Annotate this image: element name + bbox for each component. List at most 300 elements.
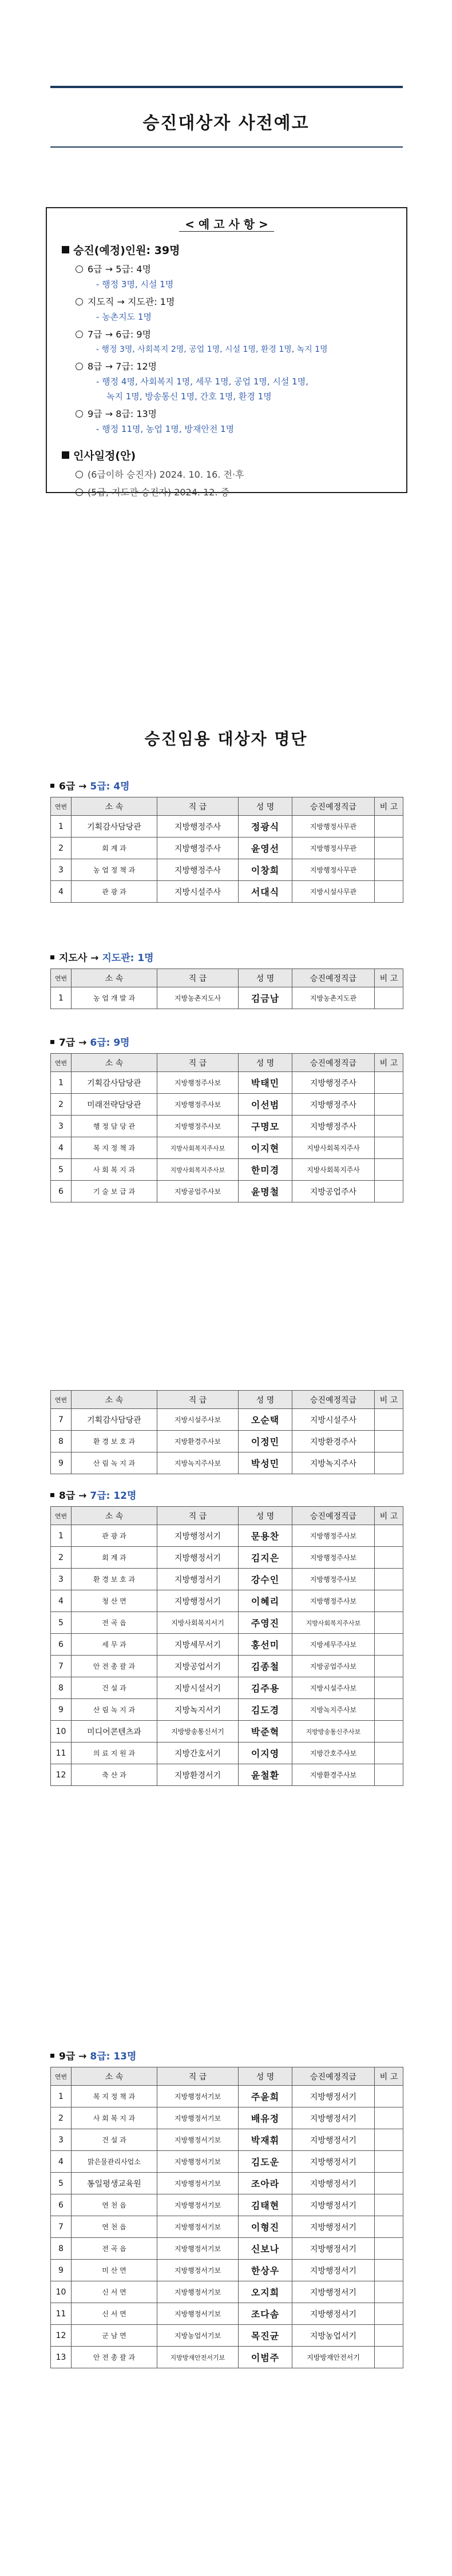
row-name: 구명모 <box>239 1116 292 1137</box>
row-department: 관 광 과 <box>72 1525 157 1547</box>
row-name: 윤명철 <box>239 1181 292 1202</box>
row-department: 환 경 보 호 과 <box>72 1431 157 1452</box>
row-department: 신 서 면 <box>72 2303 157 2325</box>
row-remark <box>375 881 403 903</box>
circle-bullet-icon <box>76 489 83 496</box>
row-remark <box>375 1525 403 1547</box>
row-rank: 지방방재안전서기보 <box>157 2347 239 2368</box>
row-department: 복 지 정 책 과 <box>72 1137 157 1159</box>
row-promotion-rank: 지방방송통신주사보 <box>292 1721 375 1743</box>
column-header-no: 연번 <box>51 797 72 816</box>
row-name: 이선범 <box>239 1094 292 1116</box>
row-name: 조아라 <box>239 2173 292 2194</box>
column-header-memo: 비 고 <box>375 1054 403 1072</box>
row-number: 3 <box>51 1569 72 1590</box>
row-department: 전 곡 읍 <box>72 1612 157 1634</box>
row-rank: 지방사회복지서기 <box>157 1612 239 1634</box>
table-header-row <box>51 1054 403 1072</box>
row-department: 세 무 과 <box>72 1634 157 1656</box>
category-8-to-7: 8급 → 7급: 12명 <box>50 1487 136 1502</box>
column-header-prom: 승진예정직급 <box>292 1054 375 1072</box>
row-rank: 지방행정서기 <box>157 1525 239 1547</box>
row-name: 배유정 <box>239 2107 292 2129</box>
row-remark <box>375 1764 403 1786</box>
row-department: 건 설 과 <box>72 1677 157 1699</box>
row-remark <box>375 1612 403 1634</box>
category-jidosa-to-jidogwan: 지도사 → 지도관: 1명 <box>50 950 154 964</box>
row-number: 7 <box>51 1409 72 1431</box>
row-number: 5 <box>51 1612 72 1634</box>
row-rank: 지방시설서기 <box>157 1677 239 1699</box>
roster-table-9-to-8 <box>50 2067 403 2368</box>
row-rank: 지방행정서기보 <box>157 2173 239 2194</box>
row-department: 미래전략담당관 <box>72 1094 157 1116</box>
row-department: 청 산 면 <box>72 1590 157 1612</box>
column-header-memo: 비 고 <box>375 1391 403 1409</box>
row-remark <box>375 2238 403 2260</box>
row-name: 김지은 <box>239 1547 292 1569</box>
row-promotion-rank: 지방농업서기 <box>292 2325 375 2347</box>
row-number: 1 <box>51 1525 72 1547</box>
row-name: 이창희 <box>239 859 292 881</box>
row-rank: 지방행정서기보 <box>157 2281 239 2303</box>
row-remark <box>375 2281 403 2303</box>
row-department: 기획감사담당관 <box>72 1072 157 1094</box>
row-number: 1 <box>51 1072 72 1094</box>
table-header-row <box>51 1391 403 1409</box>
row-remark <box>375 1569 403 1590</box>
table-row <box>51 1677 403 1699</box>
roster-title: 승진임용 대상자 명단 <box>144 729 308 748</box>
row-name: 문용찬 <box>239 1525 292 1547</box>
row-remark <box>375 1137 403 1159</box>
row-rank: 지방행정서기보 <box>157 2194 239 2216</box>
table-row <box>51 1721 403 1743</box>
row-promotion-rank: 지방세무주사보 <box>292 1634 375 1656</box>
row-promotion-rank: 지방행정서기 <box>292 2281 375 2303</box>
row-promotion-rank: 지방행정서기 <box>292 2216 375 2238</box>
table-header-row <box>51 969 403 987</box>
row-number: 12 <box>51 2325 72 2347</box>
row-name: 박태민 <box>239 1072 292 1094</box>
row-department: 안 전 총 괄 과 <box>72 2347 157 2368</box>
category-9-to-8: 9급 → 8급: 13명 <box>50 2048 136 2062</box>
row-number: 1 <box>51 2086 72 2107</box>
row-rank: 지방행정서기보 <box>157 2260 239 2281</box>
row-rank: 지방행정서기보 <box>157 2303 239 2325</box>
row-department: 미디어콘텐츠과 <box>72 1721 157 1743</box>
row-department: 사 회 복 지 과 <box>72 2107 157 2129</box>
table-row <box>51 1656 403 1677</box>
roster-table-7-to-6-continued <box>50 1390 403 1474</box>
row-department: 회 계 과 <box>72 838 157 859</box>
row-promotion-rank: 지방행정사무관 <box>292 859 375 881</box>
row-promotion-rank: 지방사회복지주사 <box>292 1159 375 1181</box>
square-bullet-icon <box>50 955 54 959</box>
row-department: 복 지 정 책 과 <box>72 2086 157 2107</box>
table-row <box>51 2325 403 2347</box>
column-header-rank: 직 급 <box>157 1054 239 1072</box>
row-rank: 지방행정주사 <box>157 816 239 838</box>
table-header-row <box>51 797 403 816</box>
row-rank: 지방행정서기 <box>157 1569 239 1590</box>
notice-group-4: 8급 → 7급: 12명 - 행정 4명, 사회복지 1명, 세무 1명, 공업 1명, 시설 1명, 녹지 1명, 방송통신 1명, 간호 1명, 환경 1명 <box>47 359 406 402</box>
column-header-memo: 비 고 <box>375 2067 403 2086</box>
table-row <box>51 1547 403 1569</box>
row-department: 농 업 정 책 과 <box>72 859 157 881</box>
column-header-dept: 소 속 <box>72 1054 157 1072</box>
row-rank: 지방행정서기보 <box>157 2216 239 2238</box>
row-rank: 지방행정서기보 <box>157 2107 239 2129</box>
row-name: 목진균 <box>239 2325 292 2347</box>
notice-group-3: 7급 → 6급: 9명 - 행정 3명, 사회복지 2명, 공업 1명, 시설 1명, 환경 1명, 녹지 1명 <box>47 327 406 355</box>
row-remark <box>375 1547 403 1569</box>
row-department: 안 전 총 괄 과 <box>72 1656 157 1677</box>
row-promotion-rank: 지방시설주사보 <box>292 1677 375 1699</box>
row-number: 3 <box>51 1116 72 1137</box>
row-name: 정광식 <box>239 816 292 838</box>
row-promotion-rank: 지방행정사무관 <box>292 838 375 859</box>
table-row <box>51 1612 403 1634</box>
row-number: 5 <box>51 2173 72 2194</box>
row-promotion-rank: 지방행정주사 <box>292 1072 375 1094</box>
category-6-to-5: 6급 → 5급: 4명 <box>50 778 130 792</box>
row-remark <box>375 1699 403 1721</box>
roster-table-8-to-7 <box>50 1506 403 1786</box>
row-number: 10 <box>51 1721 72 1743</box>
notice-heading: < 예 고 사 항 > <box>47 215 406 232</box>
schedule-item-1: (6급이하 승진자) 2024. 10. 16. 전·후 <box>76 467 406 481</box>
row-name: 신보나 <box>239 2238 292 2260</box>
row-number: 12 <box>51 1764 72 1786</box>
row-remark <box>375 1409 403 1431</box>
column-header-dept: 소 속 <box>72 969 157 987</box>
table-row <box>51 1743 403 1764</box>
row-number: 6 <box>51 1634 72 1656</box>
row-number: 6 <box>51 1181 72 1202</box>
row-name: 김종철 <box>239 1656 292 1677</box>
row-name: 김도운 <box>239 2151 292 2173</box>
row-number: 2 <box>51 1547 72 1569</box>
row-rank: 지방행정서기보 <box>157 2238 239 2260</box>
table-row <box>51 881 403 903</box>
row-name: 이혜리 <box>239 1590 292 1612</box>
row-remark <box>375 816 403 838</box>
row-number: 2 <box>51 838 72 859</box>
circle-bullet-icon <box>76 298 83 305</box>
column-header-rank: 직 급 <box>157 797 239 816</box>
title-top-rule <box>50 86 403 88</box>
row-promotion-rank: 지방환경주사 <box>292 1431 375 1452</box>
roster-table-6-to-5 <box>50 797 403 903</box>
row-remark <box>375 1452 403 1474</box>
row-department: 연 천 읍 <box>72 2194 157 2216</box>
row-name: 이형진 <box>239 2216 292 2238</box>
row-remark <box>375 1094 403 1116</box>
row-department: 산 림 녹 지 과 <box>72 1699 157 1721</box>
row-promotion-rank: 지방행정주사 <box>292 1094 375 1116</box>
row-promotion-rank: 지방농촌지도관 <box>292 987 375 1009</box>
row-number: 8 <box>51 1431 72 1452</box>
row-promotion-rank: 지방행정서기 <box>292 2129 375 2151</box>
row-remark <box>375 1656 403 1677</box>
row-rank: 지방행정서기보 <box>157 2129 239 2151</box>
row-department: 회 계 과 <box>72 1547 157 1569</box>
row-remark <box>375 1431 403 1452</box>
row-department: 기획감사담당관 <box>72 816 157 838</box>
column-header-memo: 비 고 <box>375 797 403 816</box>
column-header-no: 연번 <box>51 2067 72 2086</box>
row-remark <box>375 2303 403 2325</box>
row-promotion-rank: 지방행정서기 <box>292 2238 375 2260</box>
row-promotion-rank: 지방행정서기 <box>292 2086 375 2107</box>
row-remark <box>375 2194 403 2216</box>
row-promotion-rank: 지방방재안전서기 <box>292 2347 375 2368</box>
column-header-name: 성 명 <box>239 969 292 987</box>
table-row <box>51 1634 403 1656</box>
row-remark <box>375 2173 403 2194</box>
row-number: 7 <box>51 1656 72 1677</box>
column-header-rank: 직 급 <box>157 969 239 987</box>
row-name: 이정민 <box>239 1431 292 1452</box>
row-department: 기 술 보 급 과 <box>72 1181 157 1202</box>
row-promotion-rank: 지방행정주사보 <box>292 1547 375 1569</box>
row-name: 조다솜 <box>239 2303 292 2325</box>
row-remark <box>375 1590 403 1612</box>
row-remark <box>375 1743 403 1764</box>
row-remark <box>375 1634 403 1656</box>
row-promotion-rank: 지방행정서기 <box>292 2173 375 2194</box>
row-remark <box>375 2107 403 2129</box>
table-row <box>51 1590 403 1612</box>
row-rank: 지방행정서기 <box>157 1590 239 1612</box>
row-remark <box>375 1181 403 1202</box>
row-number: 1 <box>51 816 72 838</box>
row-number: 13 <box>51 2347 72 2368</box>
row-department: 의 료 지 원 과 <box>72 1743 157 1764</box>
table-row <box>51 1137 403 1159</box>
row-remark <box>375 2086 403 2107</box>
row-rank: 지방행정서기보 <box>157 2086 239 2107</box>
row-name: 주영진 <box>239 1612 292 1634</box>
roster-table-jidosa <box>50 969 403 1009</box>
row-remark <box>375 1721 403 1743</box>
row-promotion-rank: 지방공업주사보 <box>292 1656 375 1677</box>
row-name: 강수인 <box>239 1569 292 1590</box>
row-number: 3 <box>51 2129 72 2151</box>
row-rank: 지방녹지서기 <box>157 1699 239 1721</box>
table-row <box>51 816 403 838</box>
row-rank: 지방환경주사보 <box>157 1431 239 1452</box>
column-header-dept: 소 속 <box>72 2067 157 2086</box>
row-promotion-rank: 지방행정사무관 <box>292 816 375 838</box>
row-department: 환 경 보 호 과 <box>72 1569 157 1590</box>
square-bullet-icon <box>50 2054 54 2058</box>
column-header-memo: 비 고 <box>375 969 403 987</box>
row-promotion-rank: 지방행정서기 <box>292 2107 375 2129</box>
column-header-rank: 직 급 <box>157 2067 239 2086</box>
row-department: 군 남 면 <box>72 2325 157 2347</box>
row-promotion-rank: 지방행정서기 <box>292 2303 375 2325</box>
column-header-rank: 직 급 <box>157 1391 239 1409</box>
column-header-name: 성 명 <box>239 2067 292 2086</box>
row-number: 4 <box>51 881 72 903</box>
row-promotion-rank: 지방행정서기 <box>292 2151 375 2173</box>
row-number: 3 <box>51 859 72 881</box>
row-department: 기획감사담당관 <box>72 1409 157 1431</box>
table-row <box>51 1181 403 1202</box>
row-name: 김태현 <box>239 2194 292 2216</box>
row-name: 윤철환 <box>239 1764 292 1786</box>
table-row <box>51 2194 403 2216</box>
row-rank: 지방행정주사보 <box>157 1116 239 1137</box>
table-row <box>51 859 403 881</box>
column-header-name: 성 명 <box>239 1507 292 1525</box>
row-rank: 지방농업서기보 <box>157 2325 239 2347</box>
schedule-item-2: (5급, 지도관 승진자) 2024. 12. 중 <box>76 485 406 498</box>
table-row <box>51 1072 403 1094</box>
table-header-row <box>51 1507 403 1525</box>
column-header-prom: 승진예정직급 <box>292 969 375 987</box>
table-row <box>51 1452 403 1474</box>
row-remark <box>375 987 403 1009</box>
table-row <box>51 1569 403 1590</box>
roster-table-7-to-6 <box>50 1053 403 1202</box>
table-row <box>51 2129 403 2151</box>
row-number: 10 <box>51 2281 72 2303</box>
table-row <box>51 1116 403 1137</box>
row-department: 농 업 개 발 과 <box>72 987 157 1009</box>
row-rank: 지방행정주사 <box>157 859 239 881</box>
column-header-memo: 비 고 <box>375 1507 403 1525</box>
row-promotion-rank: 지방녹지주사보 <box>292 1699 375 1721</box>
row-rank: 지방환경서기 <box>157 1764 239 1786</box>
square-bullet-icon <box>50 784 54 788</box>
row-rank: 지방공업서기 <box>157 1656 239 1677</box>
square-bullet-icon <box>62 246 69 253</box>
row-promotion-rank: 지방시설사무관 <box>292 881 375 903</box>
table-header-row <box>51 2067 403 2086</box>
notice-group-1: 6급 → 5급: 4명 - 행정 3명, 시설 1명 <box>47 262 406 290</box>
row-number: 11 <box>51 1743 72 1764</box>
row-remark <box>375 2129 403 2151</box>
row-rank: 지방방송통신서기 <box>157 1721 239 1743</box>
column-header-no: 연번 <box>51 969 72 987</box>
row-remark <box>375 2325 403 2347</box>
row-department: 연 천 읍 <box>72 2216 157 2238</box>
row-number: 11 <box>51 2303 72 2325</box>
row-name: 박준혁 <box>239 1721 292 1743</box>
row-remark <box>375 2216 403 2238</box>
row-remark <box>375 1072 403 1094</box>
column-header-rank: 직 급 <box>157 1507 239 1525</box>
row-promotion-rank: 지방환경주사보 <box>292 1764 375 1786</box>
row-promotion-rank: 지방행정서기 <box>292 2260 375 2281</box>
table-row <box>51 838 403 859</box>
row-name: 주윤희 <box>239 2086 292 2107</box>
notice-group-2: 지도직 → 지도관: 1명 - 농촌지도 1명 <box>47 295 406 323</box>
row-department: 행 정 담 당 관 <box>72 1116 157 1137</box>
column-header-name: 성 명 <box>239 797 292 816</box>
table-row <box>51 1094 403 1116</box>
row-number: 9 <box>51 1699 72 1721</box>
row-number: 4 <box>51 2151 72 2173</box>
row-rank: 지방사회복지주사보 <box>157 1137 239 1159</box>
row-rank: 지방간호서기 <box>157 1743 239 1764</box>
table-row <box>51 2151 403 2173</box>
notice-box <box>46 207 407 498</box>
table-row <box>51 2216 403 2238</box>
row-name: 윤영선 <box>239 838 292 859</box>
row-number: 7 <box>51 2216 72 2238</box>
column-header-dept: 소 속 <box>72 1507 157 1525</box>
table-row <box>51 2303 403 2325</box>
row-rank: 지방행정주사보 <box>157 1072 239 1094</box>
column-header-prom: 승진예정직급 <box>292 1391 375 1409</box>
table-row <box>51 1159 403 1181</box>
square-bullet-icon <box>62 451 69 459</box>
table-row <box>51 1699 403 1721</box>
column-header-prom: 승진예정직급 <box>292 2067 375 2086</box>
row-number: 6 <box>51 2194 72 2216</box>
row-promotion-rank: 지방행정주사보 <box>292 1590 375 1612</box>
row-number: 2 <box>51 1094 72 1116</box>
row-rank: 지방행정서기보 <box>157 2151 239 2173</box>
table-row <box>51 2238 403 2260</box>
row-remark <box>375 859 403 881</box>
row-name: 이지영 <box>239 1743 292 1764</box>
column-header-dept: 소 속 <box>72 797 157 816</box>
row-department: 관 광 과 <box>72 881 157 903</box>
row-rank: 지방세무서기 <box>157 1634 239 1656</box>
row-promotion-rank: 지방사회복지주사 <box>292 1137 375 1159</box>
row-number: 9 <box>51 1452 72 1474</box>
row-department: 건 설 과 <box>72 2129 157 2151</box>
row-department: 신 서 면 <box>72 2281 157 2303</box>
row-department: 맑은물관리사업소 <box>72 2151 157 2173</box>
row-name: 김주용 <box>239 1677 292 1699</box>
row-rank: 지방녹지주사보 <box>157 1452 239 1474</box>
row-remark <box>375 2151 403 2173</box>
row-rank: 지방농촌지도사 <box>157 987 239 1009</box>
row-remark <box>375 1159 403 1181</box>
row-name: 홍선미 <box>239 1634 292 1656</box>
table-row <box>51 1525 403 1547</box>
row-name: 박성민 <box>239 1452 292 1474</box>
category-7-to-6: 7급 → 6급: 9명 <box>50 1034 130 1049</box>
row-name: 이지현 <box>239 1137 292 1159</box>
row-rank: 지방공업주사보 <box>157 1181 239 1202</box>
row-remark <box>375 2260 403 2281</box>
column-header-name: 성 명 <box>239 1391 292 1409</box>
table-row <box>51 987 403 1009</box>
circle-bullet-icon <box>76 471 83 478</box>
circle-bullet-icon <box>76 363 83 370</box>
column-header-dept: 소 속 <box>72 1391 157 1409</box>
row-promotion-rank: 지방행정주사보 <box>292 1525 375 1547</box>
circle-bullet-icon <box>76 265 83 273</box>
column-header-name: 성 명 <box>239 1054 292 1072</box>
table-row <box>51 2107 403 2129</box>
row-promotion-rank: 지방행정서기 <box>292 2194 375 2216</box>
circle-bullet-icon <box>76 410 83 418</box>
row-number: 1 <box>51 987 72 1009</box>
row-remark <box>375 1116 403 1137</box>
notice-group-5: 9급 → 8급: 13명 - 행정 11명, 농업 1명, 방재안전 1명 <box>47 407 406 435</box>
row-name: 김도경 <box>239 1699 292 1721</box>
row-remark <box>375 2347 403 2368</box>
row-rank: 지방사회복지주사보 <box>157 1159 239 1181</box>
